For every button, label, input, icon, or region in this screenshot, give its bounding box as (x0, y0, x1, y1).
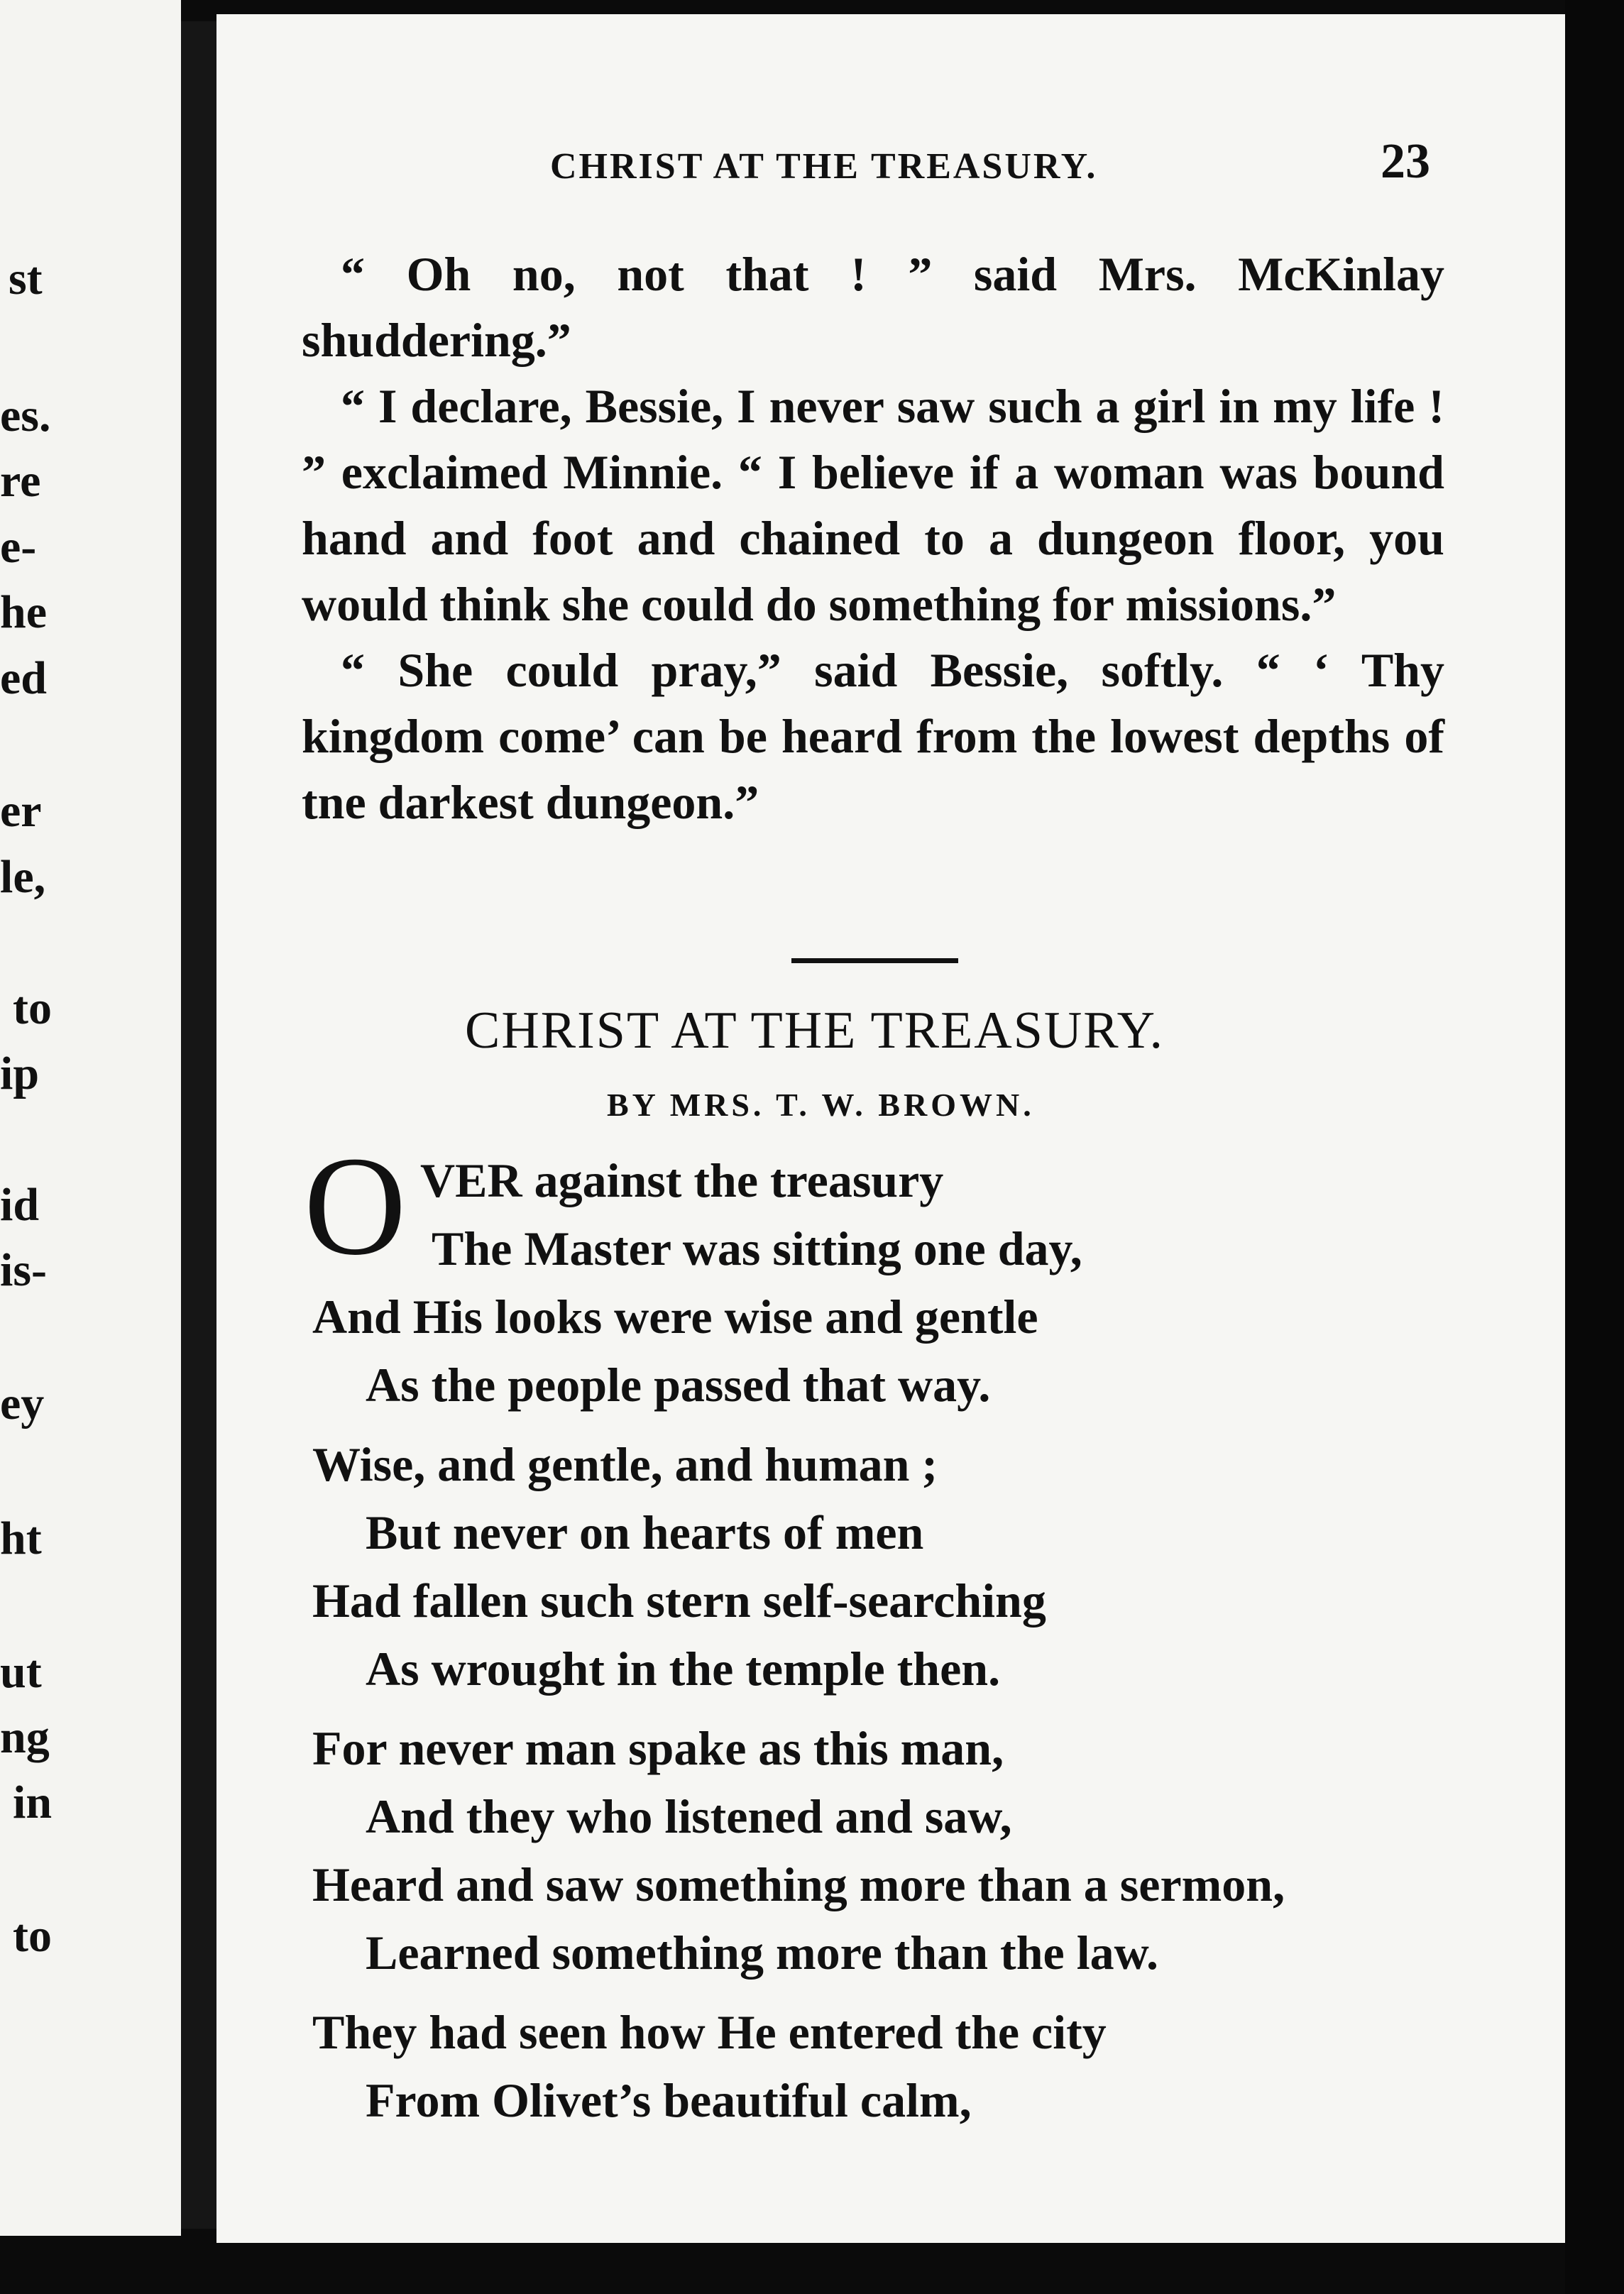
fragment: is- (0, 1244, 47, 1296)
fragment: es. (0, 390, 51, 441)
poem-byline: BY MRS. T. W. BROWN. (607, 1087, 1035, 1123)
poem-line: Had fallen such stern self-searching (312, 1574, 1046, 1628)
fragment: he (0, 586, 47, 638)
stanza (312, 1714, 1519, 1987)
fragment: ey (0, 1378, 45, 1429)
fragment: to (13, 982, 52, 1034)
poem-line: For never man spake as this man, (312, 1721, 1004, 1775)
poem-line: Learned something more than the law. (366, 1926, 1158, 1980)
stanza (312, 1998, 1519, 2134)
paragraph: “ Oh no, not that ! ” said Mrs. McKinlay shuddering.” (302, 247, 1444, 367)
fragment: to (13, 1910, 52, 1962)
poem-title: CHRIST AT THE TREASURY. (465, 1001, 1164, 1060)
fragment: le, (0, 851, 46, 903)
fragment: ip (0, 1048, 40, 1099)
fragment: ut (0, 1646, 42, 1698)
scan-edge (1565, 0, 1624, 2294)
poem-line: VER against the treasury (420, 1153, 944, 1207)
poem-line: They had seen how He entered the city (312, 2005, 1107, 2059)
fragment: e- (0, 521, 37, 573)
fragment: er (0, 785, 42, 837)
running-head: CHRIST AT THE TREASURY. (550, 146, 1098, 187)
page-number: 23 (1381, 134, 1430, 189)
poem-line: But never on hearts of men (366, 1505, 924, 1559)
poem-line: As the people passed that way. (366, 1358, 991, 1412)
fragment: ed (0, 652, 47, 704)
paragraph: “ She could pray,” said Bessie, softly. “ ‘ Thy kingdom come’ can be heard from the lowest depths of tne darkest dungeon.” (302, 643, 1444, 829)
paragraph: “ I declare, Bessie, I never saw such a girl in my life ! ” exclaimed Minnie. “ I believe if a woman was bound hand and foot and chained to a dungeon floor, you would think she could do something for missions.” (302, 379, 1444, 631)
stanza (312, 1146, 1519, 1419)
drop-cap: O (304, 1128, 407, 1285)
poem-body (312, 1146, 1519, 2146)
poem-line: And His looks were wise and gentle (312, 1290, 1038, 1344)
poem-line: Heard and saw something more than a sermon, (312, 1857, 1285, 1911)
poem-line: From Olivet’s beautiful calm, (366, 2073, 972, 2127)
fragment: id (0, 1179, 40, 1231)
poem-line: And they who listened and saw, (366, 1789, 1012, 1843)
facing-page-text-fragments (0, 0, 99, 2236)
fragment: in (13, 1777, 53, 1828)
fragment: ng (0, 1711, 50, 1763)
fragment: st (9, 253, 43, 304)
poem-line: The Master was sitting one day, (432, 1222, 1082, 1275)
section-divider (791, 958, 958, 963)
fragment: ht (0, 1513, 42, 1564)
poem-line: As wrought in the temple then. (366, 1642, 1001, 1696)
stanza (312, 1430, 1519, 1703)
book-gutter (181, 21, 216, 2229)
fragment: re (0, 455, 41, 507)
poem-line: Wise, and gentle, and human ; (312, 1437, 938, 1491)
prose-section (302, 241, 1444, 835)
